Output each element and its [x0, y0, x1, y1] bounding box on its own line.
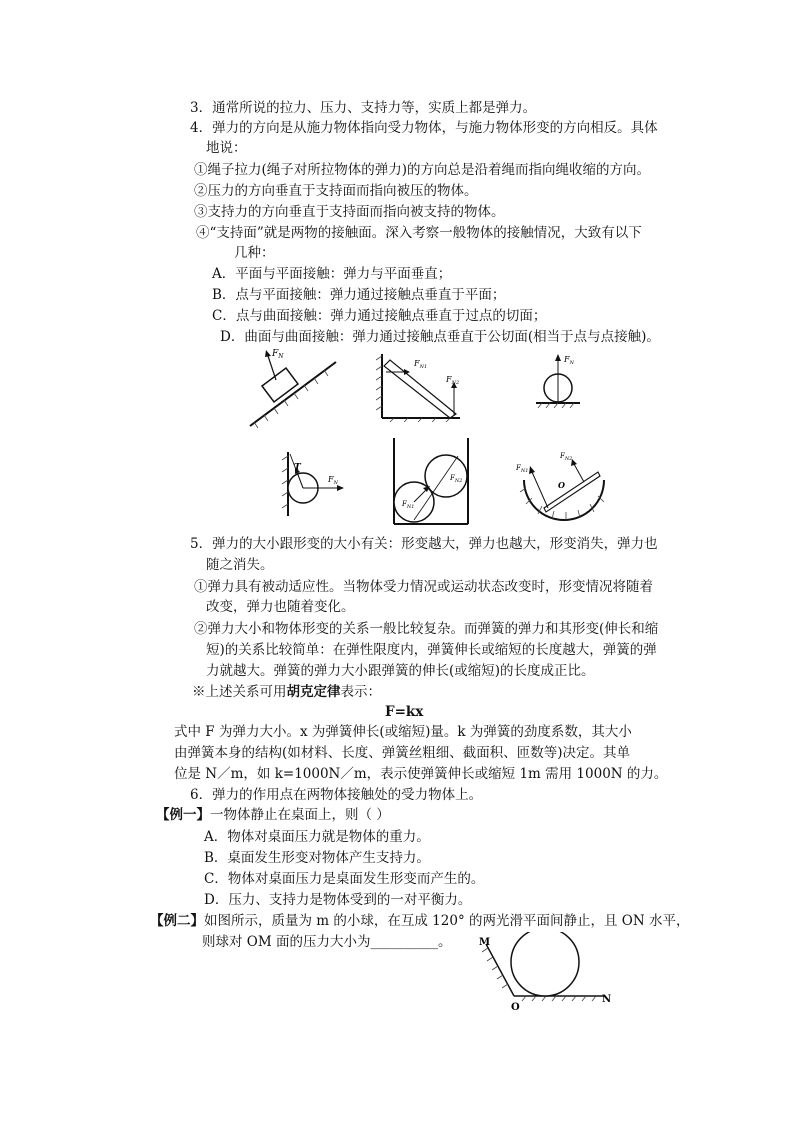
fn1-label: $F_{N1}$ [516, 464, 529, 474]
figure-block-on-incline [248, 344, 342, 430]
item-5-cont: 随之消失。 [206, 557, 274, 573]
example-1-tag: 【例一】 [156, 807, 210, 823]
fn-label: $F_N$ [328, 475, 338, 486]
figure-rod-in-corner [376, 352, 462, 422]
fn-label: $F_N$ [272, 349, 284, 360]
m-label: M [479, 937, 491, 948]
note-2-cont: 短)的关系比较简单：在弹性限度内，弹簧伸长或缩短的长度越大，弹簧的弹 [206, 642, 657, 658]
fn-label: $F_N$ [564, 355, 574, 366]
example-1-option-b: B．桌面发生形变对物体产生支持力。 [204, 850, 430, 866]
figure-rod-in-bowl [514, 446, 610, 522]
formula-explain-3: 位是 N／m，如 k=1000N／m，表示使弹簧伸长或缩短 1m 需用 1000N 的力。 [174, 766, 668, 782]
note-2: ②弹力大小和物体形变的关系一般比较复杂。而弹簧的弹力和其形变(伸长和缩 [194, 621, 659, 637]
figure-ball-on-wall [276, 450, 356, 520]
case-d: D．曲面与曲面接触：弹力通过接触点垂直于公切面(相当于点与点接触)。 [220, 329, 660, 345]
clause-2: ②压力的方向垂直于支持面而指向被压的物体。 [194, 183, 478, 199]
case-c: C．点与曲面接触：弹力通过接触点垂直于过点的切面； [212, 308, 547, 324]
fn2-label: $F_{N2}$ [560, 452, 573, 462]
example-2-tag: 【例二】 [150, 913, 204, 929]
hooke-formula: F=kx [385, 704, 424, 720]
answer-blank[interactable]: __________ [370, 934, 438, 950]
example-2-question-cont: 则球对 OM 面的压力大小为__________。 [202, 934, 452, 950]
n-label: N [602, 994, 612, 1005]
item-4-cont: 地说： [206, 140, 247, 156]
example-1-option-d: D．压力、支持力是物体受到的一对平衡力。 [204, 892, 472, 908]
item-5: 5．弹力的大小跟形变的大小有关：形变越大，弹力也越大，形变消失，弹力也 [190, 536, 658, 552]
figure-ball-between-planes [474, 932, 614, 1014]
figure-two-balls-in-box [388, 436, 474, 528]
item-3: 3．通常所说的拉力、压力、支持力等，实质上都是弹力。 [190, 100, 537, 116]
case-b: B．点与平面接触：弹力通过接触点垂直于平面； [212, 287, 506, 303]
figure-ball-on-table [530, 348, 584, 412]
note-2-cont2: 力就越大。弹簧的弹力大小跟弹簧的伸长(或缩短)的长度成正比。 [206, 663, 595, 679]
center-o-label: O [558, 480, 565, 490]
formula-explain-1: 式中 F 为弹力大小。x 为弹簧伸长(或缩短)量。k 为弹簧的劲度系数，其大小 [174, 724, 632, 740]
fn2-label: $F_{N2}$ [450, 474, 463, 484]
clause-1: ①绳子拉力(绳子对所拉物体的弹力)的方向总是沿着绳而指向绳收缩的方向。 [194, 162, 651, 178]
fn2-label: $F_{N2}$ [446, 375, 460, 386]
example-1-option-a: A．物体对桌面压力就是物体的重力。 [204, 829, 430, 845]
hooke-law-term: 胡克定律 [286, 684, 341, 700]
case-a: A．平面与平面接触：弹力与平面垂直； [212, 266, 452, 282]
fn1-label: $F_{N1}$ [414, 359, 428, 370]
o-label: O [511, 1002, 520, 1013]
tension-label: T [294, 463, 301, 473]
clause-4-cont: 几种： [234, 245, 275, 261]
example-2-question: 【例二】如图所示，质量为 m 的小球，在互成 120° 的两光滑平面间静止，且 ON 水平， [150, 913, 690, 929]
hooke-intro: ※上述关系可用胡克定律表示： [192, 684, 381, 700]
example-1-question: 【例一】一物体静止在桌面上，则（ ） [156, 807, 390, 823]
clause-4: ④“支持面”就是两物的接触面。深入考察一般物体的接触情况，大致有以下 [196, 225, 642, 241]
item-6: 6．弹力的作用点在两物体接触处的受力物体上。 [190, 787, 483, 803]
clause-3: ③支持力的方向垂直于支持面而指向被支持的物体。 [194, 204, 505, 220]
note-1-cont: 改变，弹力也随着变化。 [206, 599, 355, 615]
item-4: 4．弹力的方向是从施力物体指向受力物体，与施力物体形变的方向相反。具体 [190, 120, 658, 136]
formula-explain-2: 由弹簧本身的结构(如材料、长度、弹簧丝粗细、截面积、匝数等)决定。其单 [174, 745, 631, 761]
fn1-label: $F_{N1}$ [402, 500, 415, 510]
note-1: ①弹力具有被动适应性。当物体受力情况或运动状态改变时，形变情况将随着 [194, 579, 653, 595]
example-1-option-c: C．物体对桌面压力是桌面发生形变而产生的。 [204, 871, 485, 887]
